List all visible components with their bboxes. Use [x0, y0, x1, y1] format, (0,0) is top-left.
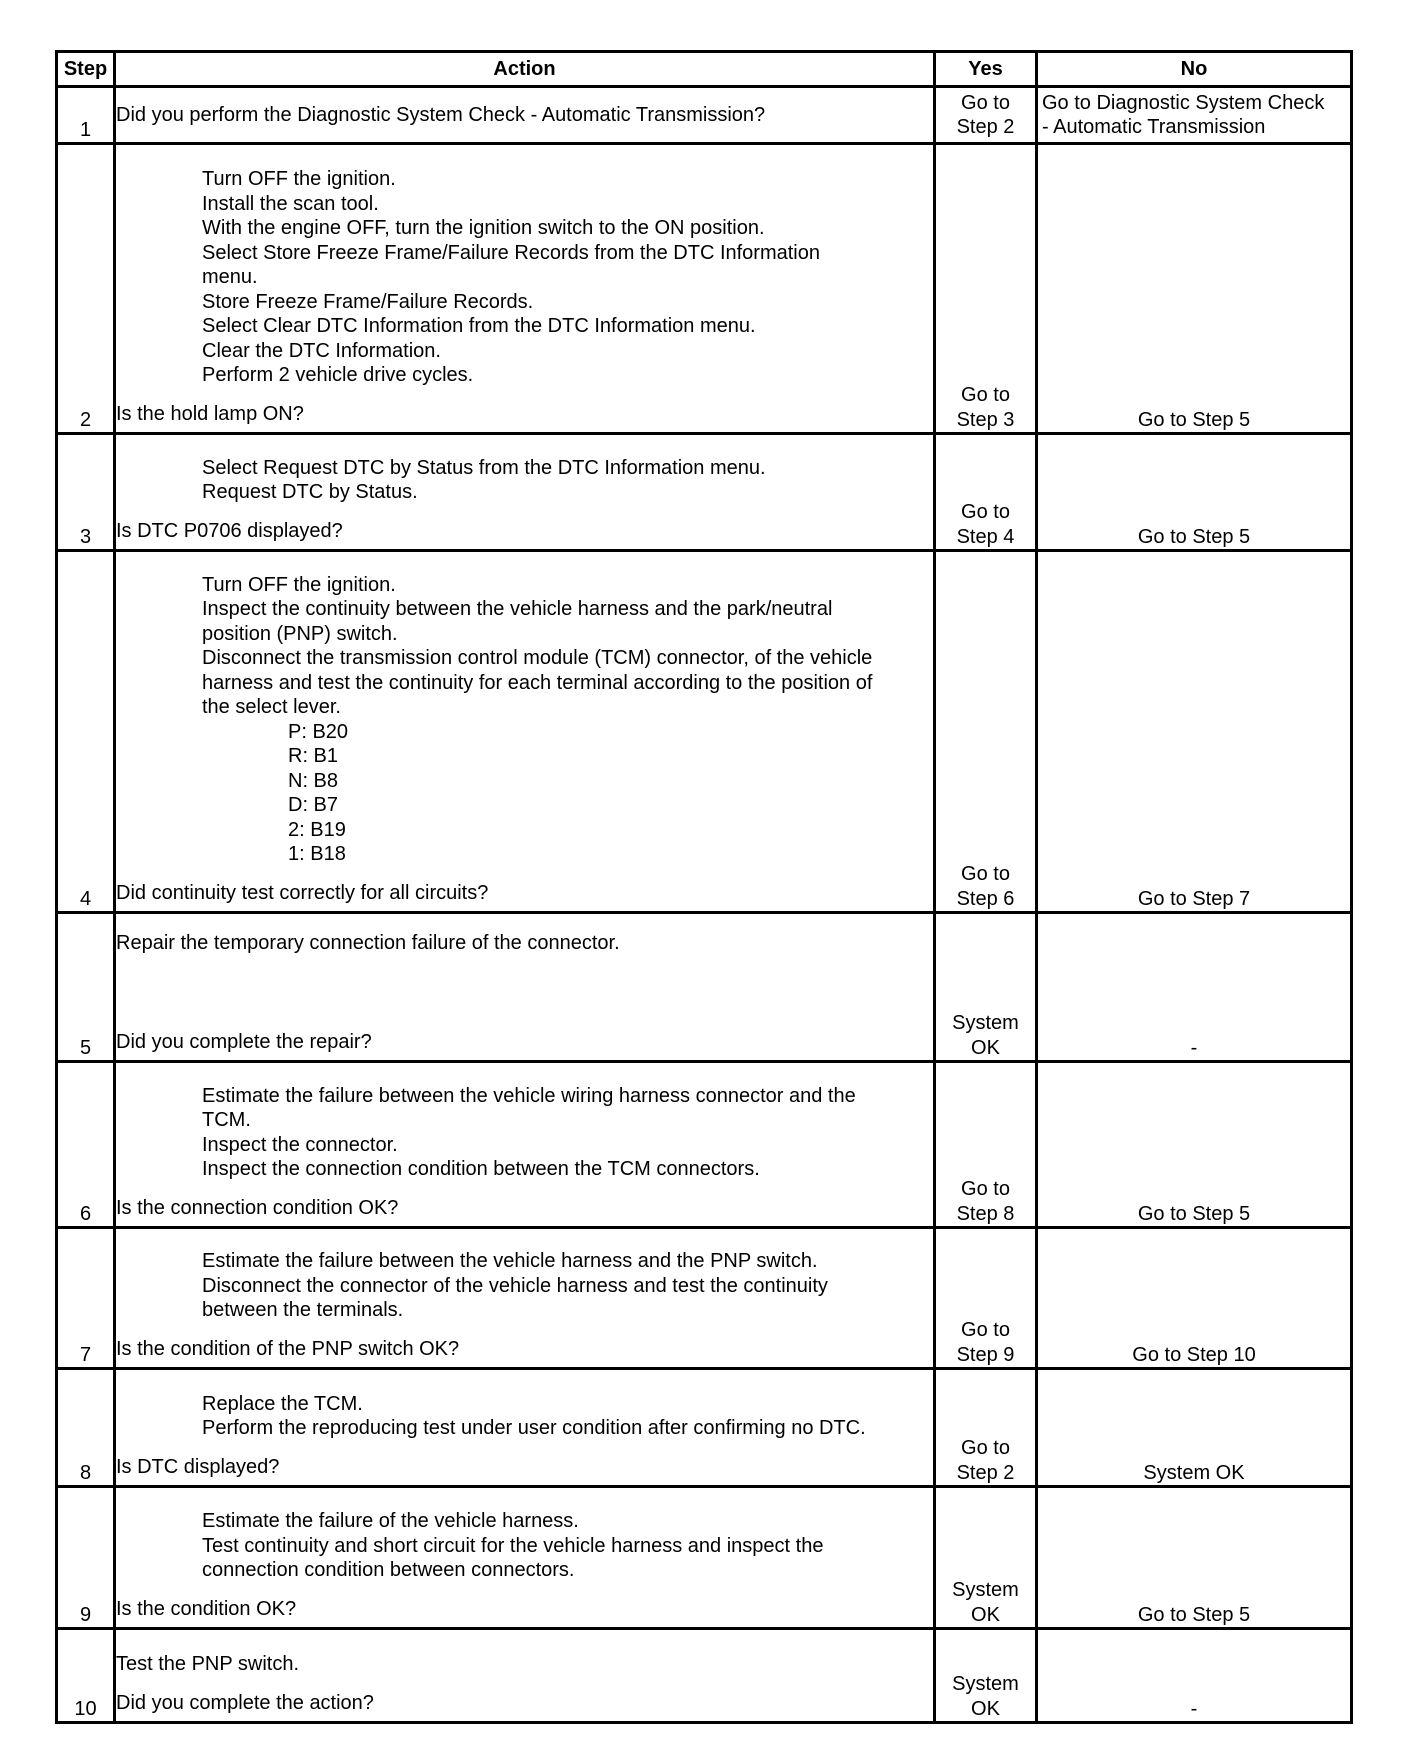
yes-line: Step 2: [956, 116, 1015, 138]
yes-cell: [935, 1062, 1037, 1228]
header-step: Step: [57, 52, 115, 87]
action-line: TCM.: [202, 1109, 251, 1131]
table-row: [57, 1228, 1352, 1369]
yes-cell: [935, 1228, 1037, 1369]
action-cell: [115, 1062, 935, 1228]
no-cell: Go to Step 5: [1037, 1062, 1352, 1228]
yes-cell: [935, 913, 1037, 1062]
action-line: Replace the TCM.: [202, 1392, 363, 1415]
yes-line: Step 8: [956, 1202, 1015, 1225]
yes-line: Go to: [961, 1437, 1010, 1459]
yes-line: Go to: [961, 91, 1010, 114]
yes-line: OK: [971, 1697, 1000, 1720]
action-instructions: [116, 1501, 933, 1583]
action-line: Clear the DTC Information.: [202, 339, 441, 362]
action-line: connection condition between connectors.: [202, 1559, 575, 1581]
no-line: Go to Diagnostic System Check: [1042, 91, 1325, 114]
yes-line: System: [952, 1673, 1019, 1695]
yes-cell: [935, 1487, 1037, 1629]
yes-cell: [935, 87, 1037, 144]
action-line: Repair the temporary connection failure of the connector.: [116, 931, 620, 954]
action-question: Is DTC displayed?: [116, 1455, 280, 1478]
action-line: With the engine OFF, turn the ignition switch to the ON position.: [202, 217, 765, 239]
header-yes: Yes: [935, 52, 1037, 87]
yes-line: System: [952, 1579, 1019, 1601]
action-line: Perform 2 vehicle drive cycles.: [202, 364, 474, 386]
action-line: Inspect the connection condition between the TCM connectors.: [202, 1158, 760, 1180]
yes-line: Go to: [961, 501, 1010, 523]
action-question: Is DTC P0706 displayed?: [116, 519, 343, 542]
yes-cell: [935, 1369, 1037, 1487]
action-instructions: [116, 1384, 933, 1441]
step-number: 3: [57, 434, 115, 551]
table-row: [57, 1062, 1352, 1228]
step-number: 8: [57, 1369, 115, 1487]
action-instructions: [116, 923, 933, 1016]
step-number: 4: [57, 551, 115, 913]
action-instructions: [116, 1650, 933, 1677]
action-line: Perform the reproducing test under user condition after confirming no DTC.: [202, 1417, 866, 1439]
action-line: the select lever.: [202, 696, 341, 718]
action-question: Did you complete the repair?: [116, 1030, 372, 1053]
yes-line: OK: [971, 1036, 1000, 1059]
action-line: menu.: [202, 266, 258, 288]
action-instructions: [116, 1076, 933, 1182]
action-line: Estimate the failure between the vehicle wiring harness connector and the: [202, 1084, 856, 1107]
action-line: Inspect the continuity between the vehicle harness and the park/neutral: [202, 598, 833, 620]
action-instructions: [116, 565, 933, 867]
yes-line: Go to: [961, 384, 1010, 406]
action-line: harness and test the continuity for each terminal according to the position of: [202, 671, 873, 694]
action-question: Did you complete the action?: [116, 1691, 374, 1714]
action-line: Inspect the connector.: [202, 1133, 398, 1156]
table-row: [57, 1369, 1352, 1487]
terminal-line: P: B20: [288, 720, 349, 743]
action-line: Test the PNP switch.: [116, 1653, 300, 1675]
no-cell: Go to Step 5: [1037, 434, 1352, 551]
header-row: [57, 52, 1352, 87]
action-line: between the terminals.: [202, 1299, 404, 1321]
no-cell: Go to Step 7: [1037, 551, 1352, 913]
step-number: 6: [57, 1062, 115, 1228]
action-question: Is the condition of the PNP switch OK?: [116, 1337, 460, 1360]
action-line: Select Clear DTC Information from the DTC Information menu.: [202, 315, 756, 337]
no-cell: System OK: [1037, 1369, 1352, 1487]
action-cell: [115, 1369, 935, 1487]
terminal-line: 2: B19: [288, 818, 346, 841]
action-line: Estimate the failure of the vehicle harness.: [202, 1510, 579, 1532]
yes-line: Step 4: [956, 525, 1015, 548]
yes-line: Go to: [961, 1319, 1010, 1341]
step-number: 7: [57, 1228, 115, 1369]
table-row: [57, 913, 1352, 1062]
header-no: No: [1037, 52, 1352, 87]
action-cell: [115, 87, 935, 144]
no-cell: [1037, 87, 1352, 144]
yes-line: OK: [971, 1603, 1000, 1626]
step-number: 10: [57, 1629, 115, 1723]
no-cell: -: [1037, 1629, 1352, 1723]
yes-cell: [935, 551, 1037, 913]
terminal-line: R: B1: [288, 745, 339, 767]
action-question: Did you perform the Diagnostic System Check - Automatic Transmission?: [116, 103, 766, 126]
action-question: Is the connection condition OK?: [116, 1196, 399, 1219]
action-line: Turn OFF the ignition.: [202, 168, 396, 190]
action-line: Select Request DTC by Status from the DTC Information menu.: [202, 456, 766, 479]
yes-line: System: [952, 1012, 1019, 1034]
action-cell: [115, 1629, 935, 1723]
yes-line: Step 2: [956, 1461, 1015, 1484]
diagnostic-table: [55, 50, 1353, 1724]
no-cell: -: [1037, 913, 1352, 1062]
action-cell: [115, 1228, 935, 1369]
no-cell: Go to Step 5: [1037, 144, 1352, 434]
table-row: [57, 551, 1352, 913]
action-cell: [115, 434, 935, 551]
action-cell: [115, 144, 935, 434]
header-action: Action: [115, 52, 935, 87]
yes-line: Step 3: [956, 408, 1015, 431]
action-cell: [115, 551, 935, 913]
terminal-line: D: B7: [288, 794, 339, 816]
action-cell: [115, 1487, 935, 1629]
action-line: Select Store Freeze Frame/Failure Records from the DTC Information: [202, 241, 820, 264]
action-line: Turn OFF the ignition.: [202, 573, 396, 596]
yes-cell: [935, 1629, 1037, 1723]
step-number: 1: [57, 87, 115, 144]
action-line: Install the scan tool.: [202, 192, 379, 215]
yes-line: Go to: [961, 1178, 1010, 1200]
table-row: [57, 1487, 1352, 1629]
action-instructions: [116, 159, 933, 388]
no-cell: Go to Step 10: [1037, 1228, 1352, 1369]
step-number: 5: [57, 913, 115, 1062]
action-line: Store Freeze Frame/Failure Records.: [202, 290, 534, 313]
action-question: Is the hold lamp ON?: [116, 402, 304, 425]
no-cell: Go to Step 5: [1037, 1487, 1352, 1629]
table-row: [57, 434, 1352, 551]
terminal-line: 1: B18: [288, 843, 346, 865]
action-instructions: [116, 448, 933, 505]
action-line: Disconnect the transmission control module (TCM) connector, of the vehicle: [202, 647, 873, 669]
yes-line: Step 9: [956, 1343, 1015, 1366]
yes-cell: [935, 144, 1037, 434]
step-number: 9: [57, 1487, 115, 1629]
action-cell: [115, 913, 935, 1062]
step-number: 2: [57, 144, 115, 434]
table-row: [57, 144, 1352, 434]
action-line: position (PNP) switch.: [202, 622, 398, 645]
action-question: Is the condition OK?: [116, 1597, 297, 1620]
action-line: Test continuity and short circuit for the vehicle harness and inspect the: [202, 1534, 824, 1557]
action-question: Did continuity test correctly for all circuits?: [116, 881, 489, 904]
action-line: Request DTC by Status.: [202, 481, 418, 503]
action-line: Estimate the failure between the vehicle harness and the PNP switch.: [202, 1250, 818, 1272]
yes-line: Go to: [961, 863, 1010, 885]
action-line: Disconnect the connector of the vehicle harness and test the continuity: [202, 1274, 828, 1297]
yes-cell: [935, 434, 1037, 551]
table-row: [57, 87, 1352, 144]
no-line: - Automatic Transmission: [1042, 116, 1266, 138]
yes-line: Step 6: [956, 887, 1015, 910]
table-row: [57, 1629, 1352, 1723]
action-instructions: [116, 1241, 933, 1323]
terminal-line: N: B8: [288, 769, 339, 792]
